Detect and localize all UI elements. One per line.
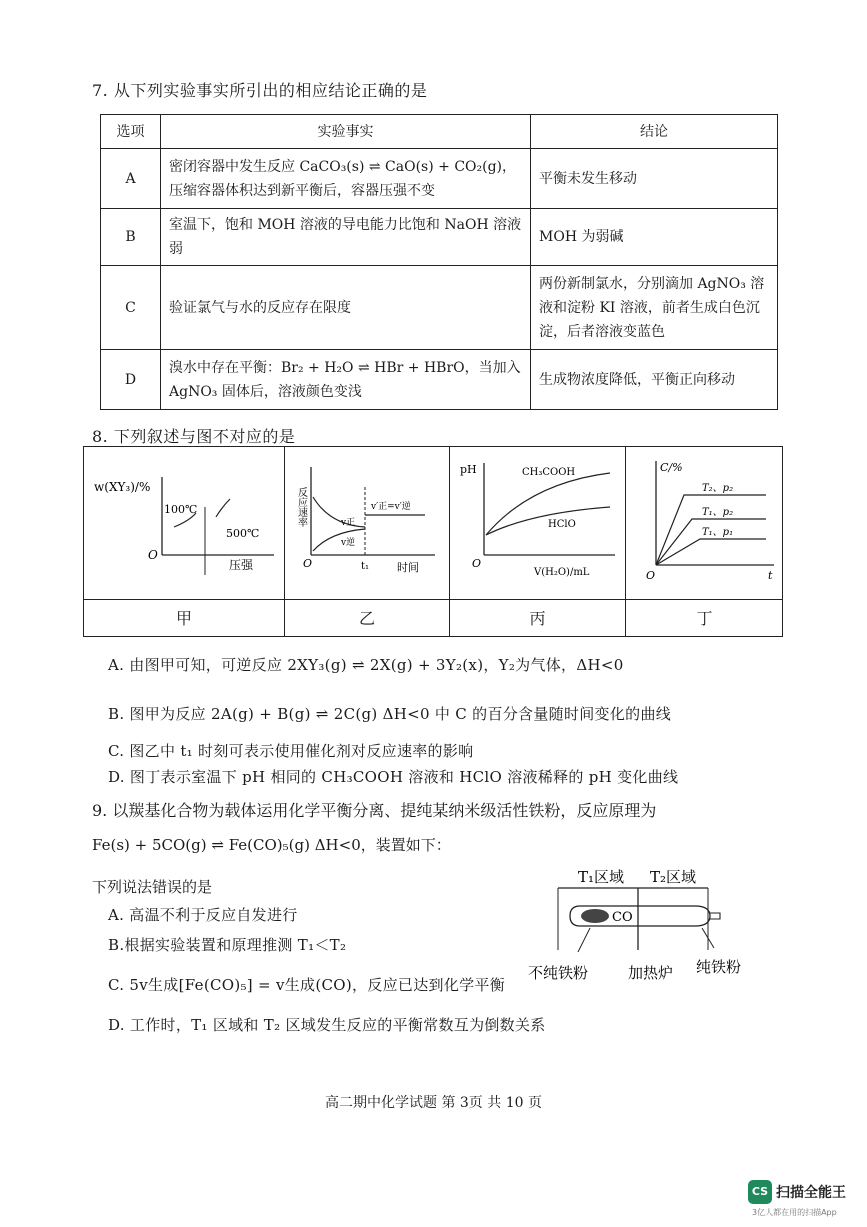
y-axis-label: 反应速率: [295, 487, 307, 527]
row-conclusion: 平衡未发生移动: [531, 149, 778, 209]
row-option: A: [101, 149, 161, 209]
label-500c: 500℃: [226, 527, 260, 540]
row-conclusion: MOH 为弱碱: [531, 209, 778, 266]
curve3-label: T₁、p₁: [702, 527, 734, 538]
figure-bing: [450, 447, 626, 599]
gas-label: CO: [612, 910, 633, 925]
row-fact: 验证氯气与水的反应存在限度: [161, 266, 531, 350]
curve-v-rev: [313, 529, 365, 551]
question-7-table: [100, 114, 778, 410]
row-fact: 密闭容器中发生反应 CaCO₃(s) ⇌ CaO(s) + CO₂(g)，压缩容器体积达到新平衡后，容器压强不变: [161, 149, 531, 209]
tube-outlet: [710, 913, 720, 919]
curve-t1-p2: [656, 519, 766, 565]
q9-choice-d: D. 工作时，T₁ 区域和 T₂ 区域发生反应的平衡常数互为倒数关系: [108, 1016, 546, 1034]
q8-choice-d: D. 图丁表示室温下 pH 相同的 CH₃COOH 溶液和 HClO 溶液稀释的 pH 变化曲线: [108, 768, 679, 786]
origin-label: O: [472, 557, 482, 570]
zone2-label: T₂区域: [650, 868, 697, 886]
series2-label: HClO: [548, 519, 576, 530]
label-pure-iron: 纯铁粉: [696, 958, 742, 976]
table-header-row: [101, 115, 778, 149]
header-fact: 实验事实: [161, 115, 531, 149]
row-conclusion: 两份新制氯水，分别滴加 AgNO₃ 溶液和淀粉 KI 溶液，前者生成白色沉淀，后者溶液变蓝色: [531, 266, 778, 350]
question-8-title: 8. 下列叙述与图不对应的是: [92, 427, 296, 446]
panel-label-bing: 丙: [450, 600, 626, 637]
q8-choice-b: B. 图甲为反应 2A(g) + B(g) ⇌ 2C(g) ΔH<0 中 C 的百分含量随时间变化的曲线: [108, 705, 672, 723]
row-fact: 室温下，饱和 MOH 溶液的导电能力比饱和 NaOH 溶液弱: [161, 209, 531, 266]
camscanner-logo-icon: CS: [748, 1180, 772, 1204]
table-row: [101, 209, 778, 266]
zone1-label: T₁区域: [578, 868, 625, 886]
q8-choice-c: C. 图乙中 t₁ 时刻可表示使用催化剂对反应速率的影响: [108, 742, 474, 760]
q9-choice-c: C. 5v生成[Fe(CO)₅] = v生成(CO)，反应已达到化学平衡: [108, 976, 506, 994]
v-fwd-label: v正: [341, 518, 356, 528]
y-axis-label: C/%: [660, 461, 683, 474]
q9-choice-a: A. 高温不利于反应自发进行: [108, 906, 298, 924]
figure-jia: [84, 447, 285, 599]
table-row: [101, 350, 778, 410]
pointer-left: [578, 928, 590, 952]
figure-ding: [626, 447, 783, 599]
q9-apparatus-diagram: [520, 860, 780, 990]
figure-jia-graph: [84, 447, 284, 599]
curve2-label: T₁、p₂: [702, 507, 734, 518]
figure-bing-graph: [450, 447, 625, 599]
figure-ding-graph: [626, 447, 782, 599]
question-9-title: 9. 以羰基化合物为载体运用化学平衡分离、提纯某纳米级活性铁粉，反应原理为: [92, 801, 657, 820]
label-100c: 100℃: [164, 503, 198, 516]
row-fact: 溴水中存在平衡：Br₂ + H₂O ⇌ HBr + HBrO，当加入 AgNO₃ 固体后，溶液颜色变浅: [161, 350, 531, 410]
watermark-subtitle: 3亿人都在用的扫描App: [752, 1208, 837, 1217]
curve-v-fwd: [313, 497, 365, 527]
x-axis-label: 压强: [229, 558, 254, 572]
label-furnace: 加热炉: [628, 964, 674, 982]
series1-label: CH₃COOH: [522, 467, 576, 478]
question-9-equation: Fe(s) + 5CO(g) ⇌ Fe(CO)₅(g) ΔH<0，装置如下：: [92, 836, 451, 854]
scanner-watermark: [748, 1180, 858, 1220]
table-row: [101, 266, 778, 350]
header-conclusion: 结论: [531, 115, 778, 149]
x-axis-label: V(H₂O)/mL: [534, 567, 590, 578]
panel-label-jia: 甲: [84, 600, 285, 637]
panel-label-yi: 乙: [285, 600, 450, 637]
q9-choice-b: B.根据实验装置和原理推测 T₁＜T₂: [108, 936, 347, 954]
question-9-prompt: 下列说法错误的是: [92, 878, 213, 896]
question-8-figure-grid: [83, 446, 783, 637]
v-eq-label: v′正=v′逆: [371, 502, 411, 512]
origin-label: O: [303, 557, 313, 570]
y-axis-label: pH: [460, 463, 477, 476]
row-option: C: [101, 266, 161, 350]
panel-label-ding: 丁: [696, 609, 713, 628]
figure-yi-graph: [285, 447, 449, 599]
header-option: 选项: [101, 115, 161, 149]
impure-iron-powder: [581, 909, 609, 923]
row-conclusion: 生成物浓度降低，平衡正向移动: [531, 350, 778, 410]
t1-label: t₁: [361, 561, 370, 572]
curve-500c: [216, 499, 230, 517]
v-rev-label: v逆: [341, 538, 356, 548]
x-axis-label: t: [768, 569, 773, 582]
figure-yi: [285, 447, 450, 599]
figure-label-row: [84, 599, 782, 636]
curve-t1-p1: [656, 539, 766, 565]
question-7-title: 7. 从下列实验事实所引出的相应结论正确的是: [92, 81, 428, 100]
row-option: B: [101, 209, 161, 266]
x-axis-label: 时间: [397, 561, 419, 574]
y-axis-label: w(XY₃)/%: [94, 480, 151, 494]
origin-label: O: [646, 569, 656, 582]
row-option: D: [101, 350, 161, 410]
q8-choice-a: A. 由图甲可知，可逆反应 2XY₃(g) ⇌ 2X(g) + 3Y₂(x)，Y₂为气体，ΔH<0: [108, 656, 624, 674]
table-row: [101, 149, 778, 209]
origin-label: O: [148, 548, 158, 562]
watermark-name: 扫描全能王: [776, 1185, 846, 1201]
label-impure-iron: 不纯铁粉: [528, 964, 589, 982]
curve1-label: T₂、p₂: [702, 483, 734, 494]
page-footer: 高二期中化学试题 第 3页 共 10 页: [325, 1095, 542, 1111]
